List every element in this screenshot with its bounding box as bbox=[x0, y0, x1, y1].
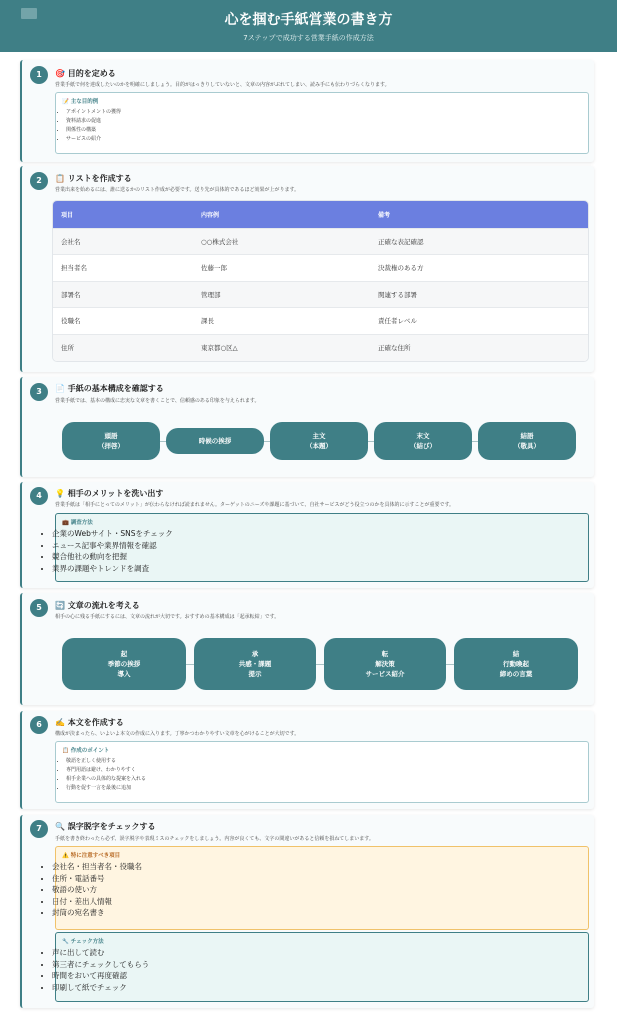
flow-step-sublabel: サービス紹介 bbox=[365, 670, 405, 678]
recipient-list-table bbox=[53, 201, 588, 361]
letter-structure-flow bbox=[62, 422, 576, 460]
list-item: • 声に出して読む bbox=[52, 947, 149, 959]
table-row bbox=[53, 308, 588, 335]
flow-step-sublabel: 締めの言葉 bbox=[499, 670, 533, 678]
flow-step bbox=[374, 422, 472, 460]
step-number-badge: 4 bbox=[30, 487, 48, 505]
flow-step-label: 時候の挨拶 bbox=[198, 437, 232, 445]
step-number-badge: 2 bbox=[30, 172, 48, 190]
flow-step bbox=[454, 638, 578, 690]
list-item: • 競合他社の動向を把握 bbox=[52, 551, 173, 563]
table-cell: 役職名 bbox=[53, 308, 193, 335]
step-card-4 bbox=[20, 482, 594, 588]
box-title: 📋 作成のポイント bbox=[62, 748, 110, 754]
story-flow bbox=[62, 638, 578, 690]
table-row bbox=[53, 228, 588, 255]
box-title: 📝 主な目的例 bbox=[62, 99, 99, 105]
flow-step-sublabel: 提示 bbox=[248, 670, 262, 678]
list-item: • 専門用語は避け、わかりやすく bbox=[66, 766, 146, 775]
list-item: • 関係性の構築 bbox=[66, 126, 121, 135]
flow-step-label: 承 bbox=[251, 650, 259, 658]
list-item: • サービスの紹介 bbox=[66, 135, 121, 144]
table-cell: 正確な住所 bbox=[370, 334, 588, 361]
step-number-badge: 5 bbox=[30, 599, 48, 617]
table-cell: 関連する部署 bbox=[370, 281, 588, 308]
page-header bbox=[0, 0, 617, 52]
column-header: 備考 bbox=[370, 201, 588, 228]
step-title: 📋 リストを作成する bbox=[55, 174, 132, 183]
flow-connector bbox=[446, 664, 454, 665]
step-description: 構成が決まったら、いよいよ本文の作成に入ります。丁寧かつわかりやすい文章を心がけることが大切です。 bbox=[55, 731, 300, 737]
table-cell: 会社名 bbox=[53, 228, 193, 255]
box-title: 🔧 チェック方法 bbox=[62, 939, 104, 945]
table-row bbox=[53, 281, 588, 308]
writing-points-box bbox=[55, 741, 589, 803]
flow-step bbox=[324, 638, 446, 690]
flow-step-sublabel: 共感・課題 bbox=[238, 660, 272, 668]
flow-step-sublabel: 導入 bbox=[117, 670, 131, 678]
flow-step-label: 頭語 bbox=[104, 432, 118, 440]
flow-step-sublabel: 行動喚起 bbox=[503, 660, 529, 668]
step-description: 営業出来を始めるには、誰に送るかのリスト作成が必要です。送り先が具体的であるほど効果が上がります。 bbox=[55, 187, 300, 193]
step-description: 営業手紙で何を達成したいのかを明確にしましょう。目的がはっきりしていないと、文章の内容がぶれてしまい、読み手にも伝わりづらくなります。 bbox=[55, 82, 390, 88]
list-item: • 日付・差出人情報 bbox=[52, 896, 142, 908]
research-methods-box bbox=[52, 513, 589, 582]
flow-step-sublabel: （敬具） bbox=[514, 442, 540, 450]
list-item: • 企業のWebサイト・SNSをチェック bbox=[52, 528, 173, 540]
flow-step-label: 末文 bbox=[416, 432, 430, 440]
column-header: 項目 bbox=[53, 201, 193, 228]
list-item: • 敬語の使い方 bbox=[52, 884, 142, 896]
purpose-examples-box bbox=[55, 92, 589, 154]
step-title: 🔍 誤字脱字をチェックする bbox=[55, 822, 156, 831]
page-title: 心を掴む手紙営業の書き方 bbox=[224, 12, 393, 28]
list-item: • 業界の課題やトレンドを調査 bbox=[52, 563, 173, 575]
list-item: • 行動を促す一言を最後に追加 bbox=[66, 784, 146, 793]
table-cell: 正確な表記確認 bbox=[370, 228, 588, 255]
check-methods-box bbox=[52, 932, 589, 1002]
column-header: 内容例 bbox=[193, 201, 370, 228]
list-item: • アポイントメントの獲得 bbox=[66, 108, 121, 117]
flow-step bbox=[478, 422, 576, 460]
step-number-badge: 1 bbox=[30, 66, 48, 84]
flow-connector bbox=[186, 664, 194, 665]
flow-step-sublabel: 解決策 bbox=[375, 660, 395, 668]
list-item: • 相手企業への具体的な提案を入れる bbox=[66, 775, 146, 784]
step-card-1 bbox=[20, 60, 594, 162]
list-item: • 住所・電話番号 bbox=[52, 873, 142, 885]
table-cell: 担当者名 bbox=[53, 255, 193, 282]
step-description: 営業手紙では、基本の構成に忠実な文章を書くことで、信頼感のある印象を与えられます。 bbox=[55, 398, 260, 404]
flow-step-label: 転 bbox=[381, 650, 389, 658]
caution-items-box bbox=[52, 846, 589, 930]
flow-step-sublabel: 季節の挨拶 bbox=[107, 660, 141, 668]
step-title: 🎯 目的を定める bbox=[55, 69, 116, 78]
page-subtitle: 7ステップで成功する営業手紙の作成方法 bbox=[243, 34, 374, 42]
list-item: • 印刷して紙でチェック bbox=[52, 982, 149, 994]
box-title: ⚠️ 特に注意すべき項目 bbox=[62, 853, 121, 859]
step-card-7 bbox=[20, 815, 594, 1008]
step-title: 🔄 文章の流れを考える bbox=[55, 601, 140, 610]
flow-step-sublabel: （拝啓） bbox=[98, 442, 124, 450]
flow-step-label: 起 bbox=[120, 650, 128, 658]
flow-step bbox=[62, 638, 186, 690]
table-cell: 責任者レベル bbox=[370, 308, 588, 335]
step-title: 📄 手紙の基本構成を確認する bbox=[55, 384, 164, 393]
step-number-badge: 3 bbox=[30, 383, 48, 401]
list-item: • 時間をおいて再度確認 bbox=[52, 970, 149, 982]
table-cell: 課長 bbox=[193, 308, 370, 335]
table-cell: 決裁権のある方 bbox=[370, 255, 588, 282]
step-number-badge: 6 bbox=[30, 716, 48, 734]
list-item: • 敬語を正しく使用する bbox=[66, 757, 146, 766]
list-item: • 封筒の宛名書き bbox=[52, 907, 142, 919]
step-title: 💡 相手のメリットを洗い出す bbox=[55, 489, 164, 498]
table-row bbox=[53, 255, 588, 282]
box-title: 💼 調査方法 bbox=[62, 520, 93, 526]
table-cell: 部署名 bbox=[53, 281, 193, 308]
table-cell: 管理部 bbox=[193, 281, 370, 308]
flow-step-label: 主文 bbox=[312, 432, 326, 440]
table-cell: 東京都○区△ bbox=[193, 334, 370, 361]
flow-connector bbox=[316, 664, 324, 665]
flow-step-sublabel: （結び） bbox=[410, 442, 436, 450]
list-item: • ニュース記事や業界情報を確認 bbox=[52, 540, 173, 552]
table-header-row bbox=[53, 201, 588, 228]
flow-step-sublabel: （本題） bbox=[306, 442, 332, 450]
flow-step bbox=[166, 428, 264, 454]
step-card-6 bbox=[20, 711, 594, 809]
list-item: • 資料請求の促進 bbox=[66, 117, 121, 126]
step-title: ✍️ 本文を作成する bbox=[55, 718, 124, 727]
list-item: • 第三者にチェックしてもらう bbox=[52, 959, 149, 971]
flow-step-label: 結 bbox=[512, 650, 520, 658]
table-cell: ○○株式会社 bbox=[193, 228, 370, 255]
flow-step-label: 結語 bbox=[520, 432, 534, 440]
step-description: 営業手紙は「相手にとってのメリット」が伝わらなければ読まれません。ターゲットのニーズや課題に基づいて、自社サービスがどう役立つのかを具体的に示すことが重要です。 bbox=[55, 502, 455, 508]
flow-step bbox=[62, 422, 160, 460]
flow-step bbox=[270, 422, 368, 460]
list-item: • 会社名・担当者名・役職名 bbox=[52, 861, 142, 873]
table-row bbox=[53, 334, 588, 361]
table-cell: 佐藤一郎 bbox=[193, 255, 370, 282]
step-description: 手紙を書き終わったら必ず、誤字脱字や表現ミスのチェックをしましょう。内容が良くても、文字の間違いがあると信頼を損ねてしまいます。 bbox=[55, 836, 374, 842]
step-description: 相手の心に残る手紙にするには、文章の流れが大切です。おすすめの基本構成は「起承転結」です。 bbox=[55, 614, 280, 620]
flow-step bbox=[194, 638, 316, 690]
step-number-badge: 7 bbox=[30, 820, 48, 838]
table-cell: 住所 bbox=[53, 334, 193, 361]
